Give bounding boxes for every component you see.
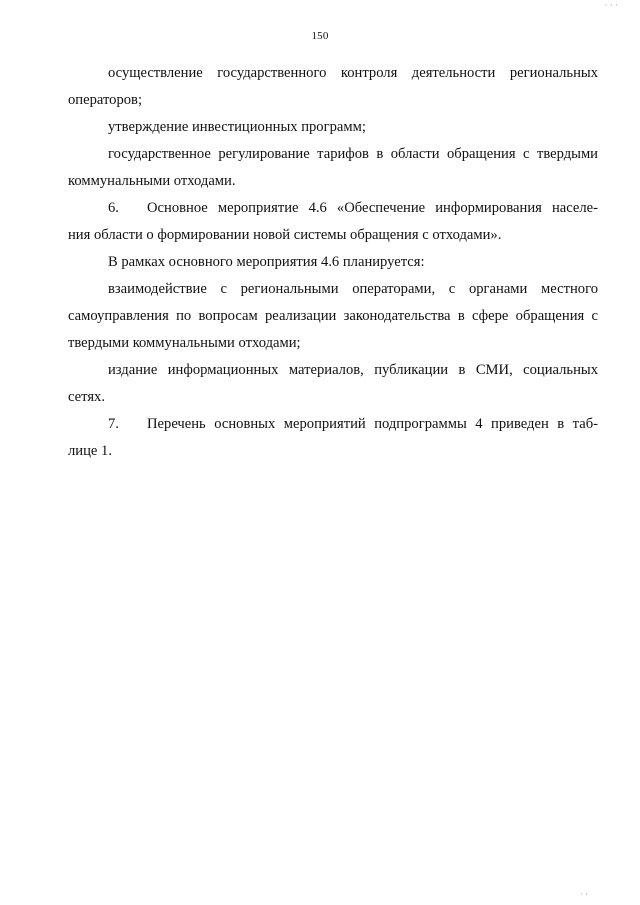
page-number: 150	[311, 30, 329, 42]
text-line-3: утверждение инвестиционных программ;	[108, 119, 366, 135]
text-line-8: В рамках основного мероприятия 4.6 планируется:	[108, 254, 425, 270]
text-line-11: твердыми коммунальными отходами;	[68, 335, 301, 351]
corner-mark-top: · · ·	[604, 0, 618, 10]
text-line-14: Перечень основных мероприятий подпрограммы 4 приведен в таб-	[147, 416, 598, 432]
text-line-15: лице 1.	[68, 443, 112, 459]
text-line-2: операторов;	[68, 92, 143, 108]
item-number-6: 6.	[108, 200, 119, 216]
text-line-5: коммунальными отходами.	[68, 173, 236, 189]
corner-mark-bottom: · ·	[579, 889, 588, 899]
item-number-7: 7.	[108, 416, 119, 432]
text-line-7: ния области о формировании новой системы обращения с отходами».	[68, 227, 502, 243]
text-line-13: сетях.	[68, 389, 105, 405]
text-line-1: осуществление государственного контроля деятельности региональных	[108, 65, 598, 81]
text-line-9: взаимодействие с региональными операторами, с органами местного	[108, 281, 598, 297]
text-line-6: Основное мероприятие 4.6 «Обеспечение информирования населе-	[147, 200, 598, 216]
text-line-10: самоуправления по вопросам реализации законодательства в сфере обращения с	[68, 308, 598, 324]
text-line-12: издание информационных материалов, публикации в СМИ, социальных	[108, 362, 598, 378]
text-line-4: государственное регулирование тарифов в области обращения с твердыми	[108, 146, 598, 162]
